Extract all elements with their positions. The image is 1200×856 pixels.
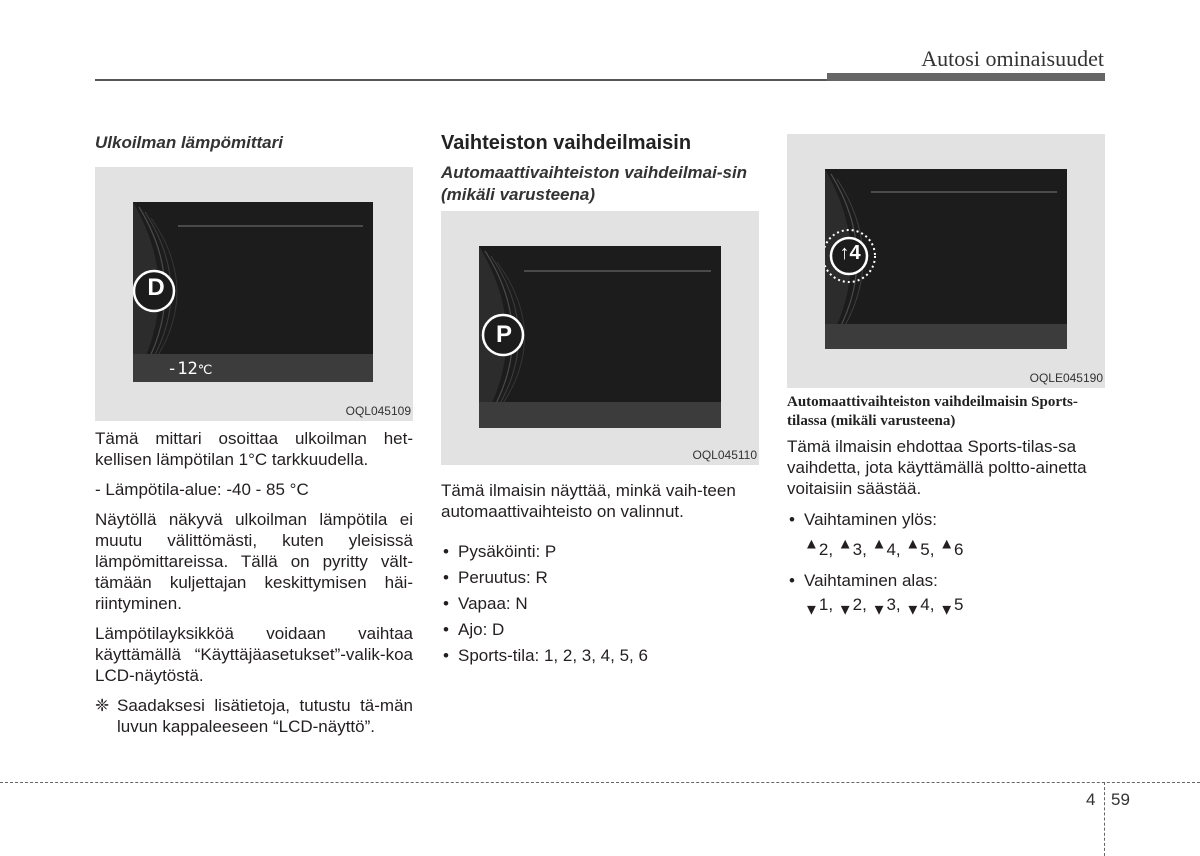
triangle-up-icon: ▲ <box>939 535 955 552</box>
running-header: Autosi ominaisuudet <box>921 46 1104 71</box>
shift-down-sequence <box>787 593 1105 622</box>
triangle-down-icon: ▼ <box>804 601 819 619</box>
list-item: • Pysäköinti: P <box>441 541 759 562</box>
paragraph: Tämä ilmaisin näyttää, minkä vaih-teen automaattivaihteisto on valinnut. <box>441 481 736 521</box>
gear-indicator-d: D <box>147 274 165 301</box>
page-number: 59 <box>1111 790 1130 809</box>
shift-up-item: ▲4, <box>871 535 901 559</box>
triangle-down-icon: ▼ <box>939 601 955 619</box>
triangle-up-icon: ▲ <box>837 535 853 552</box>
figure-code: OQLE045190 <box>1029 371 1103 385</box>
paragraph: Lämpötilayksikköä voidaan vaihtaa käyttämällä “Käyttäjäasetukset”-valik-koa LCD-näytöstä. <box>95 624 413 685</box>
shift-up-sequence <box>787 532 1105 562</box>
footer-divider <box>1104 782 1105 856</box>
figure-caption: Automaattivaihteiston vaihdeilmaisin Sports-tilassa (mikäli varusteena) <box>787 394 1078 429</box>
chapter-number: 4 <box>1086 790 1096 809</box>
paragraph: Tämä mittari osoittaa ulkoilman het-kellisen lämpötilan 1°C tarkkuudella. <box>95 429 413 469</box>
figure-automatic-gear <box>441 211 759 465</box>
figure-temperature <box>95 167 413 421</box>
list-item: • Vaihtaminen ylös: <box>787 509 1105 530</box>
figure-sports-mode <box>787 134 1105 388</box>
arrow-up-icon: ↑ <box>839 242 850 264</box>
gear-indicator-p: P <box>495 321 512 348</box>
list-item: • Sports-tila: 1, 2, 3, 4, 5, 6 <box>441 645 759 666</box>
list-item: • Ajo: D <box>441 619 759 640</box>
cluster-display-temperature <box>133 202 373 382</box>
header-rule <box>95 79 827 81</box>
paragraph: Tämä ilmaisin ehdottaa Sports-tilas-sa vaihdetta, jota käyttämällä poltto-ainetta voitaisiin säästää. <box>787 437 1087 498</box>
section-subtitle-temperature: Ulkoilman lämpömittari <box>95 133 283 152</box>
shift-down-item: $_▼$2, <box>837 594 867 619</box>
temperature-value: -12 <box>167 359 198 379</box>
shift-down-item: $_▼$4, <box>905 594 935 619</box>
gear-indicator-text <box>441 480 759 671</box>
temperature-text <box>95 428 413 737</box>
sports-gear-number: 4 <box>849 242 861 264</box>
footer-rule <box>0 782 1200 783</box>
outside-temperature-readout <box>167 359 212 379</box>
shift-list <box>787 570 1105 591</box>
figure-code: OQL045110 <box>692 448 757 462</box>
section-subtitle-automatic: Automaattivaihteiston vaihdeilmai-sin (mikäli varusteena) <box>441 163 748 204</box>
sports-text <box>787 436 1105 622</box>
triangle-down-icon: ▼ <box>905 601 921 619</box>
note-text: Saadaksesi lisätietoja, tutustu tä-män luvun kappaleeseen “LCD-näyttö”. <box>117 696 413 736</box>
shift-up-item: ▲6 <box>939 535 964 559</box>
triangle-up-icon: ▲ <box>905 535 921 552</box>
list-item: • Vapaa: N <box>441 593 759 614</box>
shift-down-item: $_▼$1, <box>804 594 834 619</box>
note <box>95 695 413 737</box>
triangle-up-icon: ▲ <box>871 535 887 552</box>
shift-down-item: $_▼$3, <box>871 594 901 619</box>
shift-down-item: $_▼$5 <box>939 594 964 619</box>
header-bar <box>827 73 1105 81</box>
gear-list <box>441 541 759 666</box>
sports-gear-indicator <box>833 242 867 265</box>
triangle-up-icon: ▲ <box>804 535 819 552</box>
triangle-down-icon: ▼ <box>837 601 853 619</box>
list-item: • Vaihtaminen alas: <box>787 570 1105 591</box>
list-item: • Peruutus: R <box>441 567 759 588</box>
section-heading-gear-indicator: Vaihteiston vaihdeilmaisin <box>441 132 692 154</box>
triangle-down-icon: ▼ <box>871 601 887 619</box>
shift-list <box>787 509 1105 530</box>
shift-up-item: ▲2, <box>804 535 834 559</box>
figure-code: OQL045109 <box>345 404 411 418</box>
paragraph: - Lämpötila-alue: -40 - 85 °C <box>95 480 309 499</box>
temperature-unit: ℃ <box>197 363 213 378</box>
paragraph: Näytöllä näkyvä ulkoilman lämpötila ei muutu välittömästi, kuten yleisissä lämpömittareissa. Tällä on pyritty vält-tämään kuljettajan keskittymisen häi-riintyminen. <box>95 510 413 613</box>
shift-up-item: ▲5, <box>905 535 935 559</box>
shift-up-item: ▲3, <box>837 535 867 559</box>
note-mark-icon: ❈ <box>95 696 110 715</box>
